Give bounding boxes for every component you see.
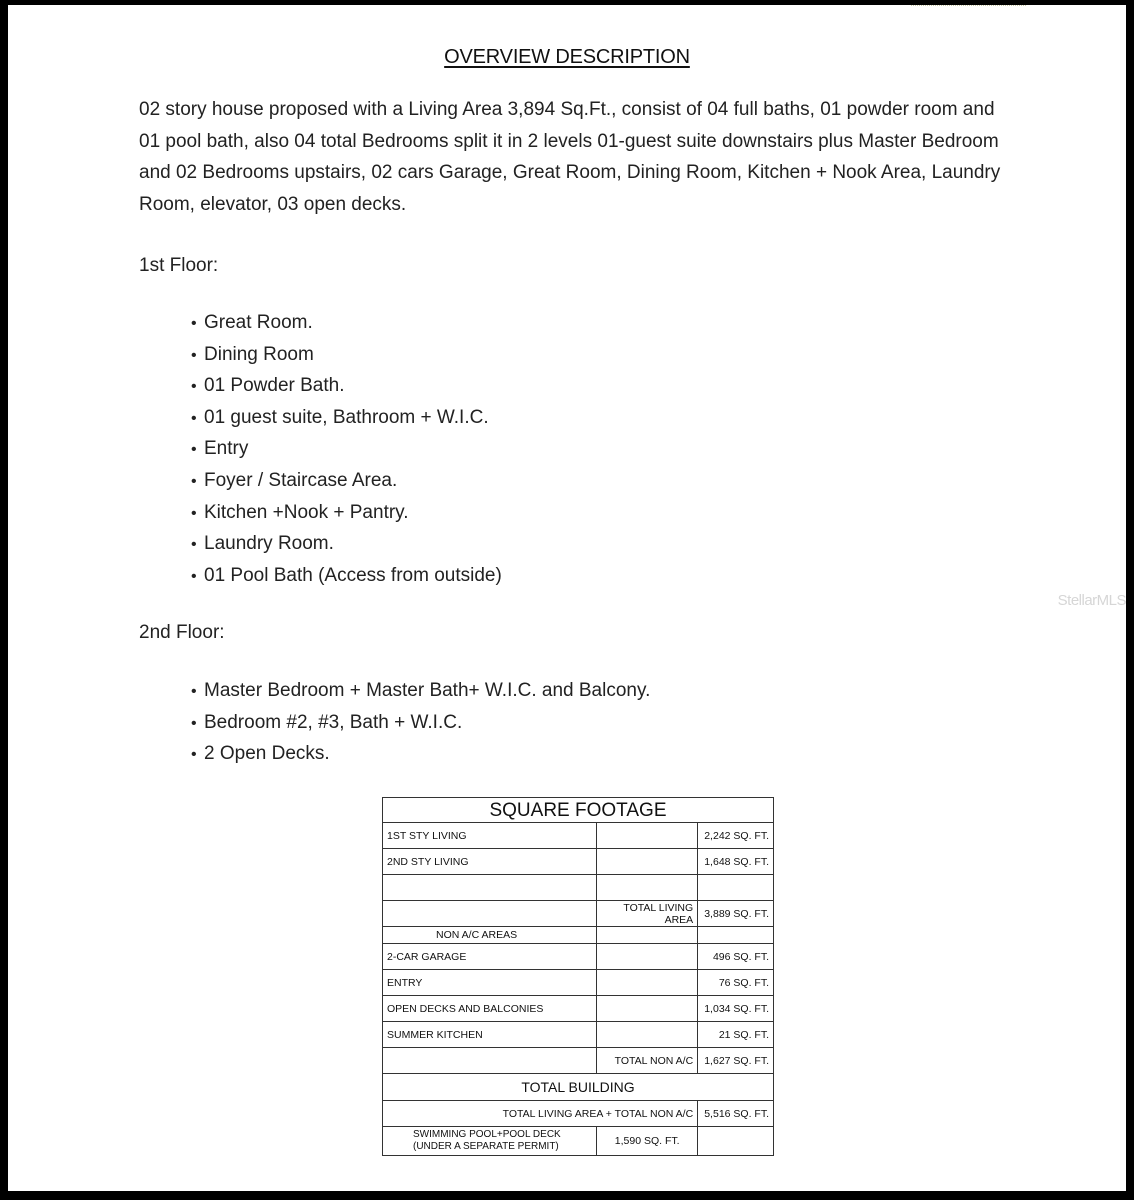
list-item-text: 01 Pool Bath (Access from outside) xyxy=(204,564,502,586)
row-subtotal-label xyxy=(597,944,698,970)
bullet-icon: • xyxy=(191,441,197,459)
list-item-text: Master Bedroom + Master Bath+ W.I.C. and Balcony. xyxy=(204,680,651,701)
row-subtotal-label: TOTAL LIVING AREA xyxy=(597,901,698,927)
row-value: 21 SQ. FT. xyxy=(698,1022,774,1048)
table-row xyxy=(383,944,774,970)
row-value: 496 SQ. FT. xyxy=(698,944,774,970)
page-title: OVERVIEW DESCRIPTION xyxy=(444,46,690,68)
table-title: SQUARE FOOTAGE xyxy=(383,798,774,823)
list-item-text: Entry xyxy=(204,438,249,460)
list-item xyxy=(191,433,502,465)
list-item xyxy=(191,370,502,402)
table-row xyxy=(383,875,774,901)
bullet-icon: • xyxy=(191,409,197,427)
row-subtotal-label xyxy=(597,970,698,996)
list-item-text: 2 Open Decks. xyxy=(204,743,330,765)
row-value: 2,242 SQ. FT. xyxy=(698,823,774,849)
non-ac-heading-row xyxy=(383,927,774,944)
table-row xyxy=(383,996,774,1022)
list-item xyxy=(191,339,502,371)
square-footage-table xyxy=(382,797,774,1156)
list-item xyxy=(191,560,502,592)
pool-label-line2: (UNDER A SEPARATE PERMIT) xyxy=(413,1141,559,1152)
table-row xyxy=(383,823,774,849)
total-building-label: TOTAL LIVING AREA + TOTAL NON A/C xyxy=(383,1101,698,1127)
list-item xyxy=(191,465,502,497)
table-title-row xyxy=(383,798,774,823)
row-value: 1,627 SQ. FT. xyxy=(698,1048,774,1074)
list-item-text: 01 Powder Bath. xyxy=(204,375,345,397)
list-item xyxy=(191,738,650,770)
list-item-text: Great Room. xyxy=(204,312,313,333)
bullet-icon: • xyxy=(191,346,197,364)
row-label: SUMMER KITCHEN xyxy=(383,1022,597,1048)
empty-cell xyxy=(698,1127,774,1156)
row-label xyxy=(383,1048,597,1074)
row-label: 1ST STY LIVING xyxy=(383,823,597,849)
list-item xyxy=(191,497,502,529)
row-value: 1,034 SQ. FT. xyxy=(698,996,774,1022)
bullet-icon: • xyxy=(191,714,197,732)
floor1-list xyxy=(191,307,502,591)
list-item xyxy=(191,307,502,339)
table-row xyxy=(383,849,774,875)
row-label: 2ND STY LIVING xyxy=(383,849,597,875)
total-building-row xyxy=(383,1101,774,1127)
floor2-list xyxy=(191,675,650,770)
page-edge-mark xyxy=(911,5,1026,9)
list-item-text: 01 guest suite, Bathroom + W.I.C. xyxy=(204,406,489,428)
list-item xyxy=(191,528,502,560)
row-subtotal-label xyxy=(597,823,698,849)
row-subtotal-label xyxy=(597,849,698,875)
row-label xyxy=(383,901,597,927)
row-value: 76 SQ. FT. xyxy=(698,970,774,996)
bullet-icon: • xyxy=(191,683,197,700)
list-item xyxy=(191,675,650,707)
empty-cell xyxy=(597,927,698,944)
table-row xyxy=(383,970,774,996)
row-value: 3,889 SQ. FT. xyxy=(698,901,774,927)
bullet-icon: • xyxy=(191,746,197,764)
table-row xyxy=(383,1048,774,1074)
row-subtotal-label xyxy=(597,1022,698,1048)
row-label: OPEN DECKS AND BALCONIES xyxy=(383,996,597,1022)
row-value: 1,648 SQ. FT. xyxy=(698,849,774,875)
list-item xyxy=(191,707,650,739)
pool-value: 1,590 SQ. FT. xyxy=(597,1127,698,1156)
watermark: StellarMLS xyxy=(1057,592,1126,609)
pool-label-line1: SWIMMING POOL+POOL DECK xyxy=(413,1129,561,1140)
row-label xyxy=(383,875,597,901)
list-item-text: Dining Room xyxy=(204,343,314,365)
floor1-heading: 1st Floor: xyxy=(139,255,219,276)
row-subtotal-label xyxy=(597,875,698,901)
bullet-icon: • xyxy=(191,378,197,396)
table-row xyxy=(383,1022,774,1048)
list-item-text: Kitchen +Nook + Pantry. xyxy=(204,501,409,523)
list-item-text: Bedroom #2, #3, Bath + W.I.C. xyxy=(204,711,463,733)
bullet-icon: • xyxy=(191,567,197,585)
total-building-value: 5,516 SQ. FT. xyxy=(698,1101,774,1127)
total-building-heading-row xyxy=(383,1074,774,1101)
row-subtotal-label xyxy=(597,996,698,1022)
row-label: ENTRY xyxy=(383,970,597,996)
bullet-icon: • xyxy=(191,536,197,554)
row-value xyxy=(698,875,774,901)
pool-row xyxy=(383,1127,774,1156)
document-page xyxy=(8,5,1126,1191)
list-item xyxy=(191,402,502,434)
empty-cell xyxy=(698,927,774,944)
list-item-text: Foyer / Staircase Area. xyxy=(204,469,398,491)
list-item-text: Laundry Room. xyxy=(204,533,334,555)
total-building-heading: TOTAL BUILDING xyxy=(383,1074,774,1101)
intro-paragraph: 02 story house proposed with a Living Area 3,894 Sq.Ft., consist of 04 full baths, 01 powder room and 01 pool bath, also 04 total Bedrooms split it in 2 levels 01-guest suite downstairs plus Master Bedroom and 02 Bedrooms upstairs, 02 cars Garage, Great Room, Dining Room, Kitchen + Nook Area, Laundry Room, elevator, 03 open decks. xyxy=(139,99,1001,215)
floor2-heading: 2nd Floor: xyxy=(139,622,225,643)
table-row xyxy=(383,901,774,927)
pool-label xyxy=(383,1127,597,1156)
bullet-icon: • xyxy=(191,504,197,522)
row-subtotal-label: TOTAL NON A/C xyxy=(597,1048,698,1074)
bullet-icon: • xyxy=(191,472,197,490)
bullet-icon: • xyxy=(191,315,197,332)
non-ac-heading: NON A/C AREAS xyxy=(383,927,597,944)
row-label: 2-CAR GARAGE xyxy=(383,944,597,970)
